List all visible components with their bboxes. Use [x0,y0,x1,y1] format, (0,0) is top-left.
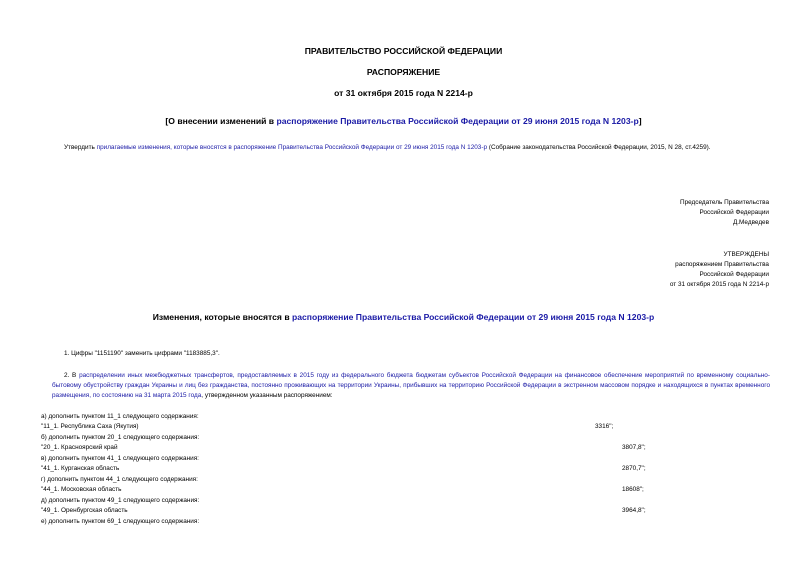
amendment-region: "49_1. Оренбургская область [41,507,128,514]
approved-date: от 31 октября 2015 года N 2214-р [669,281,769,288]
list-item [41,475,770,485]
amendment-value: 2870,7"; [622,465,646,472]
subject-prefix: [О внесении изменений в [165,116,277,126]
amendment-label: д) дополнить пунктом 49_1 следующего содержания: [41,497,200,504]
amendment-label: г) дополнить пунктом 44_1 следующего содержания: [41,476,198,483]
changes-title [0,312,807,322]
document-subject [0,116,807,126]
document-date-number: от 31 октября 2015 года N 2214-р [334,88,473,98]
amendment-region: "11_1. Республика Саха (Якутия) [41,423,139,430]
list-item [41,433,770,443]
subject-suffix: ] [638,116,642,126]
signature-org: Российской Федерации [699,209,769,216]
list-item [41,422,770,433]
amendment-region: "44_1. Московская область [41,486,122,493]
approved-heading: УТВЕРЖДЕНЫ [723,251,769,258]
item-2-prefix: 2. В [64,372,80,379]
signature-name: Д.Медведев [732,219,769,226]
p1-start: Утвердить [64,144,97,151]
approve-paragraph [52,143,770,153]
government-heading: ПРАВИТЕЛЬСТВО РОССИЙСКОЙ ФЕДЕРАЦИИ [304,46,503,56]
approved-org: Российской Федерации [699,271,769,278]
amendment-label: е) дополнить пунктом 69_1 следующего содержания: [41,518,200,525]
list-item [41,464,770,475]
item-2 [52,371,770,401]
approved-block [670,250,769,290]
amendment-region: "41_1. Курганская область [41,465,120,472]
list-item [41,506,770,517]
amendment-label: а) дополнить пунктом 11_1 следующего содержания: [41,413,199,420]
item-1: 1. Цифры "1151190" заменить цифрами "1183885,3". [64,350,220,357]
document-type: РАСПОРЯЖЕНИЕ [366,67,441,77]
signature-title: Председатель Правительства [680,199,769,206]
amendment-value: 3316"; [595,423,614,430]
amendment-region: "20_1. Красноярский край [41,444,118,451]
list-item [41,517,770,527]
amendment-value: 3964,8"; [622,507,646,514]
approved-by: распоряжением Правительства [675,261,769,268]
subject-link[interactable]: распоряжение Правительства Российской Федерации от 29 июня 2015 года N 1203-р [276,116,639,126]
list-item [41,496,770,506]
amendments-list [41,412,770,527]
changes-title-prefix: Изменения, которые вносятся в [152,312,292,322]
signature-block [680,198,769,228]
distribution-link[interactable]: распределении иных межбюджетных трансфертов, предоставляемых в 2015 году из федерального бюджета бюджетам субъектов Российской Федерации на финансовое обеспечение мероприятий по временному социально-бытовому обустройству граждан Украины и лиц без гражданства, постоянно проживающих на территории Украины, прибывших на территорию Российской Федерации в экстренном массовом порядке и находящихся в пунктах временного размещения, по состоянию на 31 марта 2015 года [52,372,770,399]
amendment-value: 3807,8"; [622,444,646,451]
item-2-suffix: , утвержденном указанным распоряжением: [201,392,333,399]
changes-title-link[interactable]: распоряжение Правительства Российской Федерации от 29 июня 2015 года N 1203-р [292,312,655,322]
list-item [41,412,770,422]
list-item [41,485,770,496]
list-item [41,443,770,454]
list-item [41,454,770,464]
p1-end: (Собрание законодательства Российской Федерации, 2015, N 28, ст.4259). [487,144,711,151]
attached-changes-link[interactable]: прилагаемые изменения, которые вносятся в распоряжение Правительства Российской Федерации от 29 июня 2015 года N 1203-р [96,144,488,151]
amendment-value: 18608"; [622,486,644,493]
amendment-label: в) дополнить пунктом 41_1 следующего содержания: [41,455,199,462]
amendment-label: б) дополнить пунктом 20_1 следующего содержания: [41,434,200,441]
